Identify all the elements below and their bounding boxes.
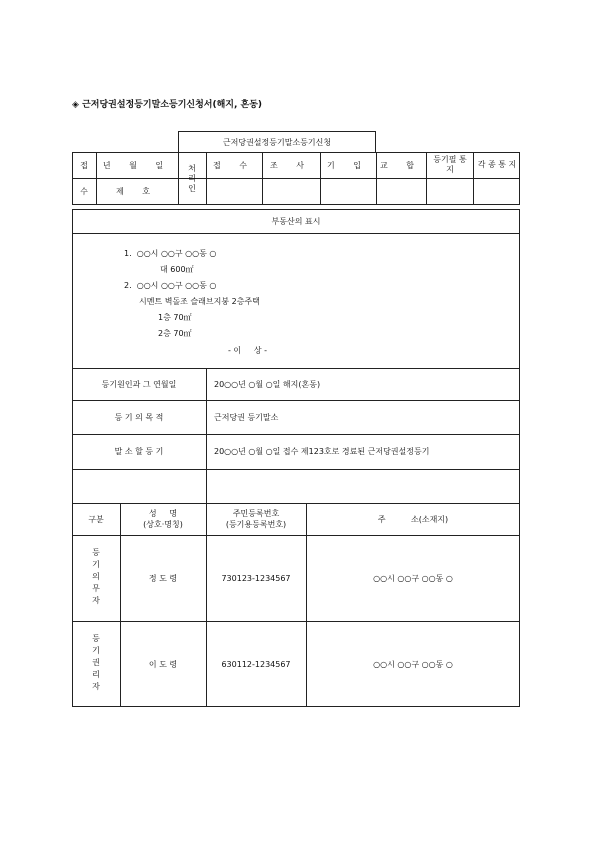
cancel-registration-label: 말 소 할 등 기 [114,447,164,456]
address-header: 주 소(소재지) [377,514,449,524]
property-end-mark: - 이 상 - [228,346,268,355]
id-header: 주민등록번호 [232,509,280,518]
obligor-name: 정 도 령 [148,573,178,583]
id-subheader: (등기용등록번호) [225,520,287,529]
processor-label: 처리인 [187,163,197,194]
property-line: 1층 70㎡ [158,313,192,322]
purpose-label: 등 기 의 목 적 [114,412,164,422]
property-line: 시멘트 벽돌조 슬래브지붕 2층주택 [139,297,260,306]
name-subheader: (상호·명칭) [143,520,183,529]
col-completion-notice: 등기필 통 지 [433,155,467,174]
claimant-name: 이 도 령 [148,659,178,669]
col-check: 교 합 [380,160,422,170]
receipt-label: 접 [80,160,88,170]
property-line: 2. ○○시 ○○구 ○○동 ○ [124,281,217,290]
obligor-address: ○○시 ○○구 ○○동 ○ [373,573,453,583]
division-header: 구분 [88,514,104,524]
claimant-id: 630112-1234567 [221,659,291,669]
property-line: 대 600㎡ [160,265,194,274]
receipt-label-2: 수 [80,187,88,196]
property-line: 1. ○○시 ○○구 ○○동 ○ [124,249,217,258]
cause-value: 20○○년 ○월 ○일 해지(혼동) [214,379,321,389]
obligor-role: 등기의무자 [91,548,101,608]
property-line: 2층 70㎡ [158,329,192,338]
property-heading: 부동산의 표시 [271,216,321,226]
number-label: 제 호 [116,187,158,196]
col-various-notice: 각 종 통 지 [477,160,517,169]
col-receipt: 접 수 [213,160,255,170]
name-header: 성 명 [148,509,178,518]
date-label: 년 월 일 [102,160,172,170]
col-entry: 기 입 [327,160,369,170]
claimant-address: ○○시 ○○구 ○○동 ○ [373,659,453,669]
cause-label: 등기원인과 그 연월일 [101,379,177,389]
obligor-id: 730123-1234567 [221,573,291,583]
cancel-registration-value: 20○○년 ○월 ○일 접수 제123호로 경료된 근저당권설정등기 [214,447,430,456]
page-title: ◈ 근저당권설정등기말소등기신청서(해지, 혼동) [72,100,263,110]
claimant-role: 등기권리자 [91,634,101,694]
purpose-value: 근저당권 등기말소 [214,412,279,422]
reception-header: 근저당권설정등기말소등기신청 [222,137,332,147]
col-investigation: 조 사 [270,160,312,170]
